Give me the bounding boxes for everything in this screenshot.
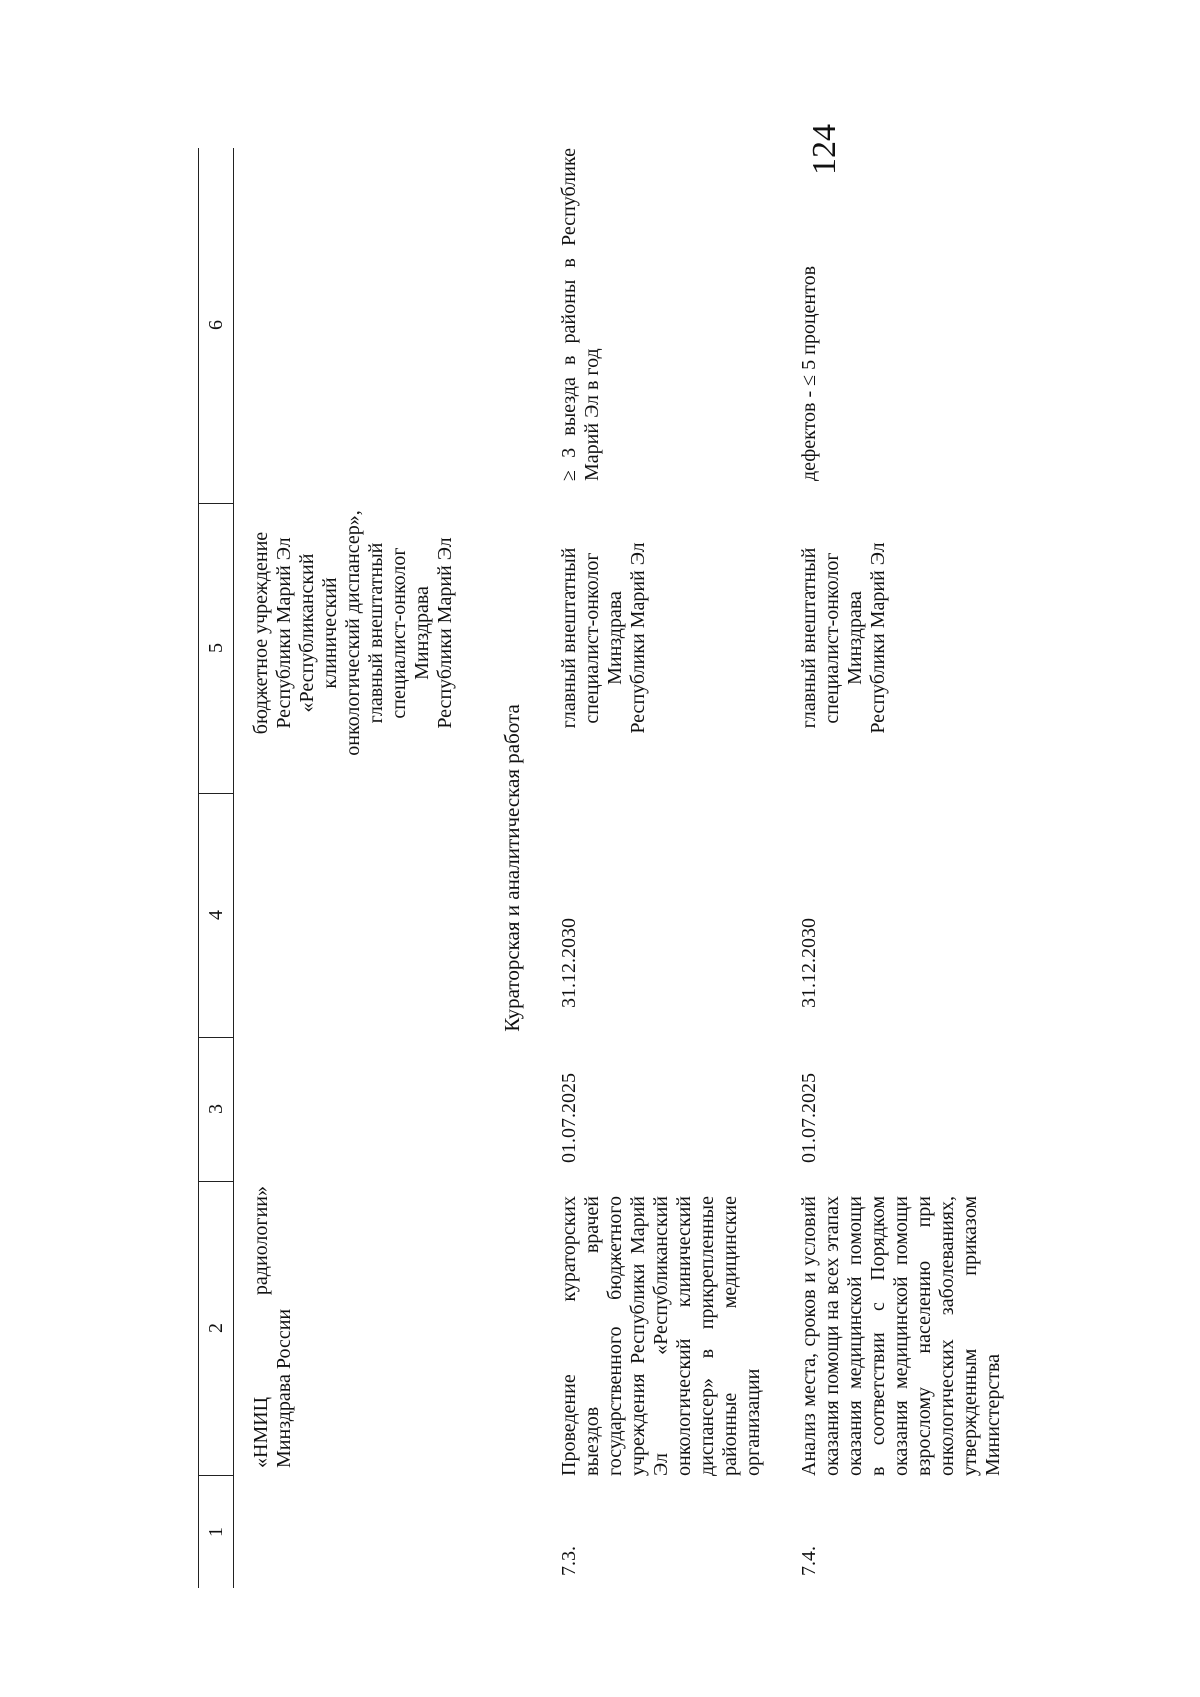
- section-title: Кураторская и аналитическая работа: [500, 704, 524, 1032]
- responsible-line: главный внештатный: [798, 547, 820, 729]
- row-7-4-number: 7.4.: [798, 1546, 820, 1576]
- continuation-responsible-line: Минздрава: [411, 586, 433, 680]
- row-7-3-responsible: [558, 513, 650, 763]
- header-col-5: 5: [199, 503, 233, 794]
- row-7-3-start-date: 01.07.2025: [558, 1073, 580, 1163]
- row-7-4-end-date: 31.12.2030: [798, 918, 820, 1008]
- continuation-responsible-line: Республики Марий Эл: [273, 537, 295, 729]
- continuation-responsible-line: онкологический диспансер»,: [342, 510, 364, 756]
- header-col-2: 2: [199, 1181, 233, 1476]
- page-number: 124: [806, 124, 843, 175]
- continuation-responsible-line: «Республиканский: [296, 553, 318, 713]
- row-7-3-result: ≥ 3 выезда в районы в Республике Марий Эл в год: [558, 148, 603, 481]
- header-col-4: 4: [199, 793, 233, 1038]
- continuation-responsible-line: клинический: [319, 577, 341, 689]
- row-7-4-start-date: 01.07.2025: [798, 1073, 820, 1163]
- row-7-3-number: 7.3.: [558, 1546, 580, 1576]
- header-col-3: 3: [199, 1037, 233, 1182]
- responsible-line: Минздрава: [604, 591, 626, 685]
- row-7-4-result: дефектов - ≤ 5 процентов: [798, 265, 820, 481]
- continuation-task-line: «НМИЦ: [250, 1396, 272, 1468]
- responsible-line: Республики Марий Эл: [627, 542, 649, 734]
- responsible-line: Минздрава: [844, 591, 866, 685]
- row-7-4-task: Анализ места, сроков и условий оказания помощи на всех этапах оказания медицинской помощи в соответствии с Порядком оказания медицинской помощи взрослому населению при онкологических заболеваниях, утвержденным приказом Министерства: [798, 1196, 1004, 1476]
- continuation-responsible-line: специалист-онколог: [388, 547, 410, 719]
- table-header-row: [198, 148, 234, 1588]
- responsible-line: главный внештатный: [558, 547, 580, 729]
- row-7-3-end-date: 31.12.2030: [558, 918, 580, 1008]
- responsible-line: Республики Марий Эл: [867, 542, 889, 734]
- continuation-task-line: радиологии»: [250, 1186, 272, 1296]
- continuation-task-cell: [250, 1186, 296, 1468]
- row-7-4-responsible: [798, 513, 890, 763]
- continuation-responsible-line: главный внештатный: [365, 542, 387, 724]
- rotated-table: [198, 88, 1198, 1588]
- header-col-1: 1: [204, 1527, 227, 1537]
- continuation-responsible-line: бюджетное учреждение: [250, 531, 272, 735]
- row-7-3-task: Проведение кураторских выездов врачей государственного бюджетного учреждения Республики Марий Эл «Республиканский онкологический клинический диспансер» в прикрепленные районные медицинские организации: [558, 1196, 764, 1476]
- header-col-6: 6: [199, 147, 233, 504]
- responsible-line: специалист-онколог: [581, 552, 603, 724]
- continuation-task-line: Минздрава России: [273, 1308, 295, 1468]
- continuation-responsible-line: Республики Марий Эл: [434, 537, 456, 729]
- continuation-responsible-cell: [250, 483, 457, 783]
- responsible-line: специалист-онколог: [821, 552, 843, 724]
